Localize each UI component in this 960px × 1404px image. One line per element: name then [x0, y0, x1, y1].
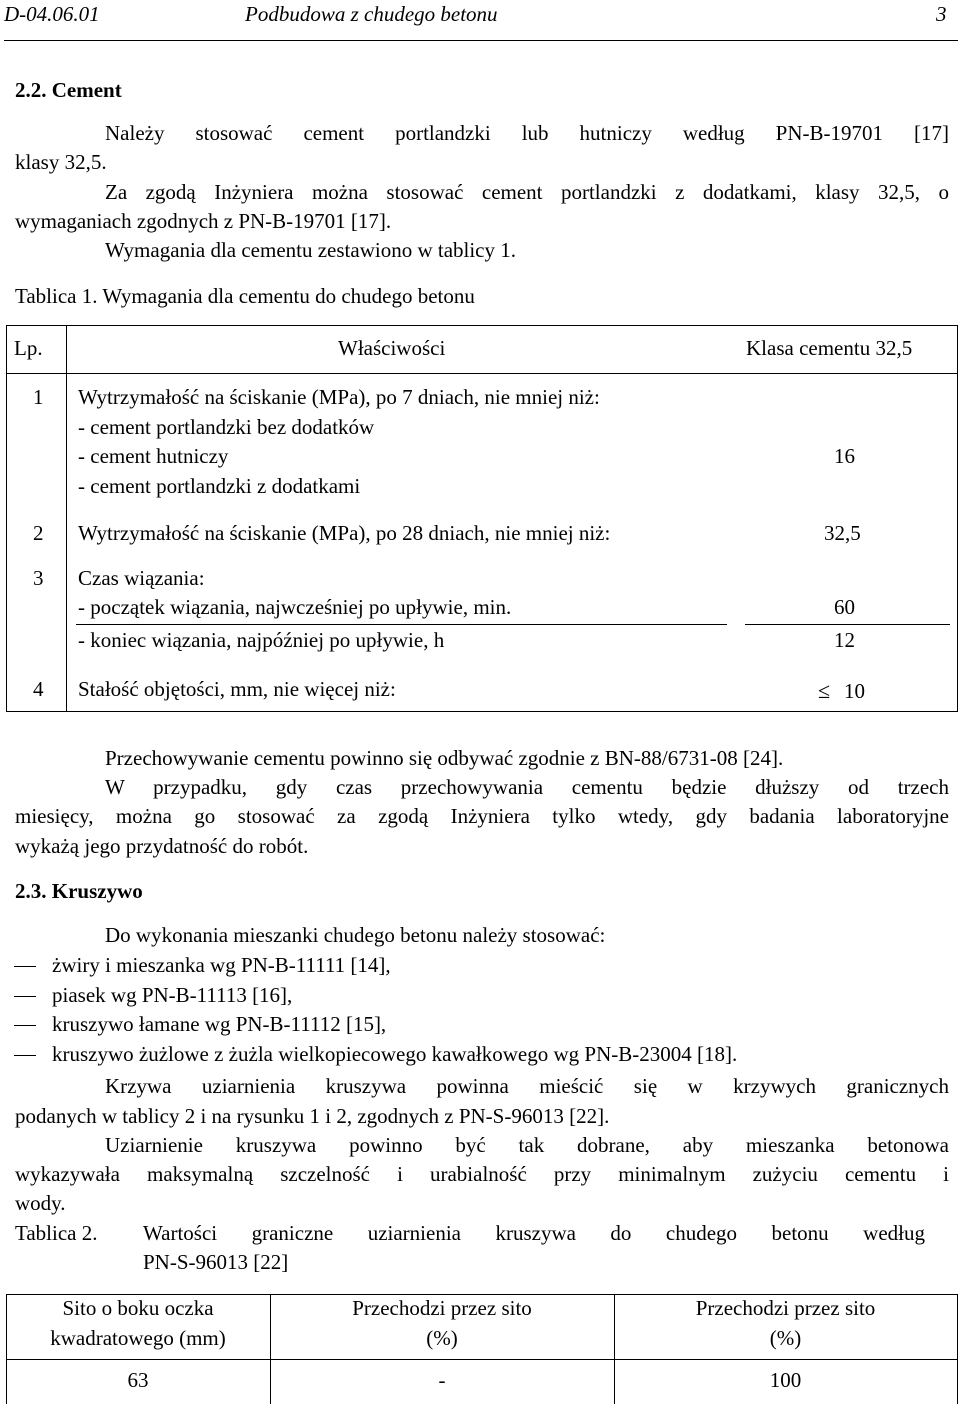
table1-row3-value2: 60: [834, 595, 855, 619]
cement-para3: Wymagania dla cementu zestawiono w tablicy 1.: [105, 238, 517, 262]
table1-row4-value: 10: [844, 679, 865, 703]
table2-border-right: [957, 1294, 958, 1404]
cement-para2-line2: wymaganiach zgodnych z PN-B-19701 [17].: [15, 209, 392, 233]
aggregate-list-item: kruszywo żużlowe z żużla wielkopiecowego kawałkowego wg PN-B-23004 [18].: [52, 1042, 738, 1066]
doc-title: Podbudowa z chudego betonu: [245, 2, 498, 26]
aggregate-list-item: żwiry i mieszanka wg PN-B-11111 [14],: [52, 953, 391, 977]
gradation-para-line3: wody.: [15, 1191, 66, 1215]
table2-caption-line1: Wartości graniczne uziarnienia kruszywa do chudego betonu według: [143, 1221, 925, 1245]
table1-row1-value: 16: [834, 444, 855, 468]
table2-header-pass2-line2: (%): [769, 1326, 802, 1350]
table1-border-bottom: [6, 711, 958, 712]
table2-header-pass1-line2: (%): [426, 1326, 458, 1350]
table1-row2-line1: Wytrzymałość na ściskanie (MPa), po 28 dniach, nie mniej niż:: [78, 521, 611, 545]
cement-para1-line1: Należy stosować cement portlandzki lub hutniczy według PN-B-19701 [17]: [105, 121, 949, 145]
table1-header-lp: Lp.: [14, 336, 43, 360]
table1-border-right: [957, 325, 958, 712]
table1-row3-line2: - początek wiązania, najwcześniej po upływie, min.: [78, 595, 512, 619]
table2-header-sieve-line1: Sito o boku oczka: [62, 1296, 214, 1320]
table1-row3-underline-right: [745, 624, 950, 625]
gradation-para-line2: wykazywała maksymalną szczelność i urabialność przy minimalnym zużyciu cementu i: [15, 1162, 949, 1186]
cement-para2-line1: Za zgodą Inżyniera można stosować cement portlandzki z dodatkami, klasy 32,5, o: [105, 180, 949, 204]
table1-row1-lp: 1: [33, 385, 44, 409]
less-or-equal-icon: ≤: [818, 678, 831, 703]
table1-row3-underline-left: [76, 624, 727, 625]
table1-border-left: [6, 325, 7, 712]
aggregate-list-item: piasek wg PN-B-11113 [16],: [52, 983, 293, 1007]
doc-code: D-04.06.01: [4, 2, 100, 26]
table1-row1-line3: - cement hutniczy: [78, 444, 229, 468]
table1-row1-line4: - cement portlandzki z dodatkami: [78, 474, 361, 498]
table1-row3-line1: Czas wiązania:: [78, 566, 205, 590]
list-dash-icon: [14, 996, 36, 997]
table2-row1-pass1: -: [438, 1368, 446, 1392]
list-dash-icon: [14, 966, 36, 967]
list-dash-icon: [14, 1025, 36, 1026]
page-number: 3: [936, 2, 947, 26]
table2-border-top: [6, 1294, 958, 1295]
table1-row2-lp: 2: [33, 521, 44, 545]
table1-row4-lp: 4: [33, 677, 44, 701]
table2-header-sieve-line2: kwadratowego (mm): [50, 1326, 226, 1350]
table1-row2-value: 32,5: [824, 521, 861, 545]
section-heading-cement: 2.2. Cement: [15, 78, 122, 102]
storage-para2-line1: W przypadku, gdy czas przechowywania cementu będzie dłuższy od trzech: [105, 775, 949, 799]
list-dash-icon: [14, 1055, 36, 1056]
table1-border-top: [6, 325, 958, 326]
header-rule: [4, 40, 958, 41]
grading-para-line2: podanych w tablicy 2 i na rysunku 1 i 2, zgodnych z PN-S-96013 [22].: [15, 1104, 610, 1128]
table1-header-properties: Właściwości: [338, 336, 446, 360]
table1-row3-value3: 12: [834, 628, 855, 652]
storage-para2-line2: miesięcy, można go stosować za zgodą Inżyniera tylko wtedy, gdy badania laboratoryjne: [15, 804, 949, 828]
storage-para: Przechowywanie cementu powinno się odbywać zgodnie z BN-88/6731-08 [24].: [105, 746, 784, 770]
table2-caption-line2: PN-S-96013 [22]: [143, 1250, 289, 1274]
table2-row1-sieve: 63: [127, 1368, 149, 1392]
table2-header-rule: [6, 1359, 958, 1360]
table2-row1-pass2: 100: [769, 1368, 802, 1392]
table1-row3-lp: 3: [33, 566, 44, 590]
storage-para2-line3: wykażą jego przydatność do robót.: [15, 834, 309, 858]
table2-header-pass2-line1: Przechodzi przez sito: [695, 1296, 876, 1320]
table2-caption-label: Tablica 2.: [15, 1221, 98, 1245]
grading-para-line1: Krzywa uziarnienia kruszywa powinna mieścić się w krzywych granicznych: [105, 1074, 949, 1098]
aggregate-list-item: kruszywo łamane wg PN-B-11112 [15],: [52, 1012, 387, 1036]
cement-para1-line2: klasy 32,5.: [15, 150, 107, 174]
table1-row1-line2: - cement portlandzki bez dodatków: [78, 415, 375, 439]
aggregate-intro: Do wykonania mieszanki chudego betonu należy stosować:: [105, 923, 606, 947]
table1-header-class: Klasa cementu 32,5: [746, 336, 913, 360]
section-heading-aggregate: 2.3. Kruszywo: [15, 879, 143, 903]
table1-row4-line1: Stałość objętości, mm, nie więcej niż:: [78, 677, 396, 701]
table2-header-pass1-line1: Przechodzi przez sito: [352, 1296, 532, 1320]
table1-row3-line3: - koniec wiązania, najpóźniej po upływie, h: [78, 628, 445, 652]
gradation-para-line1: Uziarnienie kruszywa powinno być tak dobrane, aby mieszanka betonowa: [105, 1133, 949, 1157]
table1-header-rule: [6, 373, 958, 374]
table1-col-divider: [66, 325, 67, 712]
table1-caption: Tablica 1. Wymagania dla cementu do chudego betonu: [15, 284, 475, 308]
table1-row1-line1: Wytrzymałość na ściskanie (MPa), po 7 dniach, nie mniej niż:: [78, 385, 600, 409]
